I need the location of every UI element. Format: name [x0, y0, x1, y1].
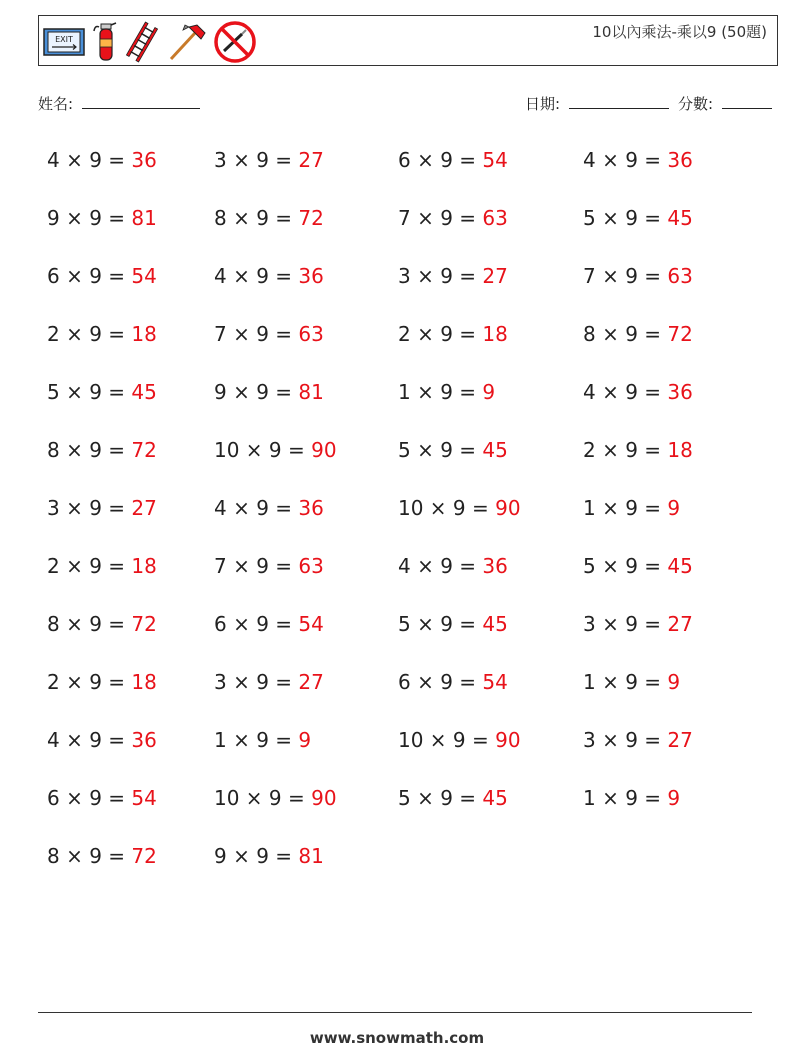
problem-item — [398, 148, 508, 172]
problem-item — [214, 786, 337, 810]
problem-question: 7 × 9 = — [214, 322, 299, 346]
problem-answer: 27 — [667, 612, 693, 636]
problem-item — [47, 148, 157, 172]
problem-answer: 36 — [298, 496, 324, 520]
problem-question: 1 × 9 = — [398, 380, 483, 404]
problem-answer: 18 — [131, 554, 157, 578]
problem-item — [583, 206, 693, 230]
problem-item — [47, 438, 157, 462]
worksheet-title: 10以內乘法-乘以9 (50題) — [592, 23, 767, 41]
problem-answer: 36 — [667, 380, 693, 404]
problem-question: 10 × 9 = — [398, 496, 496, 520]
problem-answer: 54 — [482, 670, 508, 694]
problem-question: 3 × 9 = — [583, 728, 668, 752]
problem-item — [214, 844, 324, 868]
problem-item — [214, 206, 324, 230]
problem-item — [583, 496, 680, 520]
problem-answer: 90 — [495, 728, 521, 752]
svg-text:EXIT: EXIT — [55, 35, 73, 44]
problem-item — [214, 438, 337, 462]
problem-answer: 27 — [298, 670, 324, 694]
fire-extinguisher-icon — [91, 21, 119, 63]
worksheet-header — [38, 15, 778, 66]
problem-item — [398, 206, 508, 230]
problem-item — [214, 554, 324, 578]
problem-item — [47, 206, 157, 230]
problem-answer: 36 — [667, 148, 693, 172]
problem-answer: 54 — [131, 786, 157, 810]
problem-question: 2 × 9 = — [47, 554, 132, 578]
problem-answer: 27 — [667, 728, 693, 752]
problem-answer: 9 — [298, 728, 312, 752]
problem-question: 8 × 9 = — [47, 438, 132, 462]
icon-strip — [43, 21, 257, 63]
problem-answer: 72 — [667, 322, 693, 346]
problem-answer: 9 — [667, 786, 681, 810]
problem-item — [583, 380, 693, 404]
problem-answer: 81 — [298, 380, 324, 404]
problem-item — [47, 496, 157, 520]
problem-question: 1 × 9 = — [583, 786, 668, 810]
problem-question: 8 × 9 = — [47, 612, 132, 636]
problem-question: 4 × 9 = — [47, 148, 132, 172]
problem-question: 5 × 9 = — [583, 554, 668, 578]
problem-question: 9 × 9 = — [214, 380, 299, 404]
problem-question: 1 × 9 = — [214, 728, 299, 752]
problem-answer: 90 — [311, 438, 337, 462]
problem-question: 6 × 9 = — [47, 264, 132, 288]
problem-item — [47, 670, 157, 694]
problem-answer: 36 — [131, 728, 157, 752]
date-label: 日期: — [525, 95, 561, 113]
problem-question: 3 × 9 = — [214, 670, 299, 694]
problem-answer: 9 — [667, 496, 681, 520]
problem-answer: 45 — [667, 206, 693, 230]
problem-question: 6 × 9 = — [398, 148, 483, 172]
problem-item — [583, 264, 693, 288]
problem-item — [398, 786, 508, 810]
date-field — [525, 93, 669, 114]
problem-item — [583, 728, 693, 752]
problem-item — [214, 264, 324, 288]
problem-question: 7 × 9 = — [398, 206, 483, 230]
problem-item — [47, 844, 157, 868]
problem-answer: 9 — [667, 670, 681, 694]
problem-item — [214, 380, 324, 404]
problem-question: 9 × 9 = — [47, 206, 132, 230]
problem-question: 5 × 9 = — [47, 380, 132, 404]
problem-question: 5 × 9 = — [398, 786, 483, 810]
problem-item — [47, 728, 157, 752]
exit-sign-icon — [43, 27, 85, 57]
problem-answer: 72 — [298, 206, 324, 230]
problem-question: 1 × 9 = — [583, 496, 668, 520]
problem-answer: 90 — [495, 496, 521, 520]
problem-answer: 72 — [131, 844, 157, 868]
problem-item — [583, 148, 693, 172]
score-label: 分數: — [678, 95, 714, 113]
problem-question: 7 × 9 = — [583, 264, 668, 288]
problem-item — [398, 670, 508, 694]
problem-answer: 63 — [667, 264, 693, 288]
date-blank — [569, 94, 669, 109]
problem-question: 7 × 9 = — [214, 554, 299, 578]
problem-answer: 63 — [298, 322, 324, 346]
problem-answer: 90 — [311, 786, 337, 810]
problem-question: 5 × 9 = — [398, 438, 483, 462]
problem-answer: 27 — [131, 496, 157, 520]
problem-item — [583, 786, 680, 810]
problem-answer: 54 — [298, 612, 324, 636]
problem-item — [583, 612, 693, 636]
fire-axe-icon — [165, 21, 207, 63]
problem-item — [398, 380, 495, 404]
problem-answer: 45 — [131, 380, 157, 404]
problem-question: 3 × 9 = — [214, 148, 299, 172]
problem-question: 10 × 9 = — [214, 438, 312, 462]
problem-answer: 36 — [298, 264, 324, 288]
problem-item — [398, 554, 508, 578]
problem-question: 4 × 9 = — [398, 554, 483, 578]
problem-question: 3 × 9 = — [583, 612, 668, 636]
name-label: 姓名: — [38, 95, 74, 113]
problem-answer: 18 — [667, 438, 693, 462]
problem-question: 4 × 9 = — [583, 148, 668, 172]
problem-item — [214, 148, 324, 172]
problem-item — [398, 728, 521, 752]
problem-answer: 45 — [482, 612, 508, 636]
problem-question: 2 × 9 = — [47, 322, 132, 346]
problem-item — [214, 728, 311, 752]
problem-answer: 18 — [131, 322, 157, 346]
problem-answer: 9 — [482, 380, 496, 404]
footer-divider — [38, 1012, 752, 1013]
name-blank — [82, 94, 200, 109]
problem-item — [398, 496, 521, 520]
problem-item — [47, 380, 157, 404]
problem-item — [47, 612, 157, 636]
problem-item — [214, 670, 324, 694]
name-field — [38, 93, 200, 114]
problem-answer: 18 — [482, 322, 508, 346]
problem-answer: 36 — [131, 148, 157, 172]
problem-question: 4 × 9 = — [583, 380, 668, 404]
problem-question: 8 × 9 = — [583, 322, 668, 346]
problem-item — [583, 438, 693, 462]
problem-answer: 45 — [482, 438, 508, 462]
problem-question: 6 × 9 = — [214, 612, 299, 636]
problem-answer: 72 — [131, 612, 157, 636]
footer-url: www.snowmath.com — [309, 1029, 485, 1047]
problem-item — [214, 612, 324, 636]
problem-item — [398, 438, 508, 462]
problem-question: 10 × 9 = — [398, 728, 496, 752]
problem-answer: 54 — [131, 264, 157, 288]
problem-answer: 72 — [131, 438, 157, 462]
problem-item — [47, 786, 157, 810]
problem-item — [47, 554, 157, 578]
problem-question: 5 × 9 = — [398, 612, 483, 636]
problem-item — [583, 554, 693, 578]
problem-question: 9 × 9 = — [214, 844, 299, 868]
score-blank — [722, 94, 772, 109]
problem-answer: 81 — [131, 206, 157, 230]
problem-question: 2 × 9 = — [583, 438, 668, 462]
problem-item — [214, 322, 324, 346]
problem-question: 4 × 9 = — [214, 264, 299, 288]
problem-item — [398, 322, 508, 346]
problem-question: 8 × 9 = — [47, 844, 132, 868]
problem-answer: 27 — [298, 148, 324, 172]
problem-question: 6 × 9 = — [398, 670, 483, 694]
problem-answer: 63 — [482, 206, 508, 230]
ladder-icon — [125, 21, 159, 63]
problem-item — [398, 612, 508, 636]
problem-answer: 36 — [482, 554, 508, 578]
problem-question: 3 × 9 = — [398, 264, 483, 288]
problem-question: 5 × 9 = — [583, 206, 668, 230]
problem-question: 4 × 9 = — [214, 496, 299, 520]
problem-item — [398, 264, 508, 288]
problem-question: 10 × 9 = — [214, 786, 312, 810]
problem-item — [47, 264, 157, 288]
no-smoking-icon — [213, 20, 257, 64]
score-field — [678, 93, 772, 114]
problem-item — [583, 670, 680, 694]
problem-question: 1 × 9 = — [583, 670, 668, 694]
problem-question: 2 × 9 = — [47, 670, 132, 694]
problem-item — [214, 496, 324, 520]
problem-answer: 45 — [482, 786, 508, 810]
problem-item — [47, 322, 157, 346]
problem-answer: 81 — [298, 844, 324, 868]
problem-question: 6 × 9 = — [47, 786, 132, 810]
problem-question: 4 × 9 = — [47, 728, 132, 752]
problem-answer: 63 — [298, 554, 324, 578]
problem-question: 2 × 9 = — [398, 322, 483, 346]
problem-answer: 27 — [482, 264, 508, 288]
problem-answer: 45 — [667, 554, 693, 578]
problem-answer: 54 — [482, 148, 508, 172]
problem-item — [583, 322, 693, 346]
problem-answer: 18 — [131, 670, 157, 694]
problem-question: 8 × 9 = — [214, 206, 299, 230]
problem-question: 3 × 9 = — [47, 496, 132, 520]
